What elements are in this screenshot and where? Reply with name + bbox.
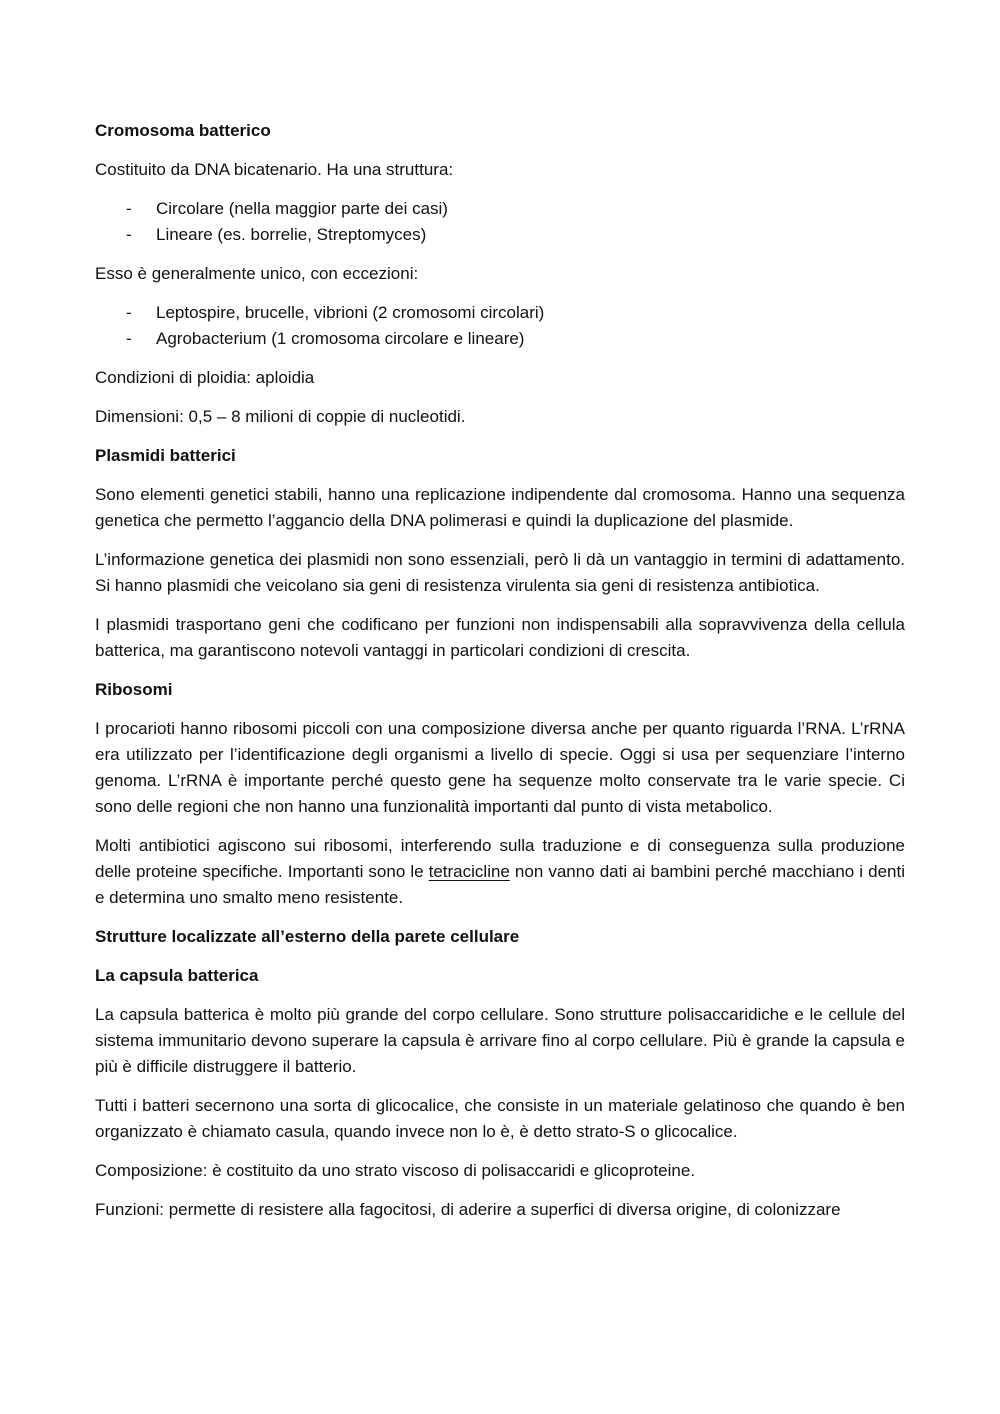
paragraph-text: Molti antibiotici agiscono sui ribosomi, interferendo sulla traduzione e di conseguenza sulla produzione delle proteine specifiche. Importanti sono le [95, 836, 905, 881]
dash-bullet: - [126, 225, 132, 244]
dash-bullet: - [126, 303, 132, 322]
list-item-text: Lineare (es. borrelie, Streptomyces) [156, 225, 427, 244]
list-item [95, 326, 905, 352]
heading-ribosomi: Ribosomi [95, 680, 173, 699]
heading-capsula-batterica: La capsula batterica [95, 966, 259, 985]
heading-plasmidi-batterici: Plasmidi batterici [95, 446, 236, 465]
dash-bullet: - [126, 199, 132, 218]
paragraph-composizione: Composizione: è costituito da uno strato viscoso di polisaccaridi e glicoproteine. [95, 1161, 696, 1180]
list-item-text: Circolare (nella maggior parte dei casi) [156, 199, 448, 218]
list-item-text: Agrobacterium (1 cromosoma circolare e lineare) [156, 329, 525, 348]
underlined-term-tetracicline: tetracicline [428, 862, 510, 881]
list-eccezioni [95, 300, 905, 352]
paragraph-ploidia: Condizioni di ploidia: aploidia [95, 368, 315, 387]
paragraph-ribosomi-1: I procarioti hanno ribosomi piccoli con una composizione diversa anche per quanto riguarda l’RNA. L’rRNA era utilizzato per l’identificazione degli organismi a livello di specie. Oggi si usa per sequenziare l’interno genoma. L’rRNA è importante perché questo gene ha sequenze molto conservate tra le varie specie. Ci sono delle regioni che non hanno una funzionalità importanti dal punto di vista metabolico. [95, 719, 905, 816]
list-struttura [95, 196, 905, 248]
document-page [95, 118, 905, 1236]
paragraph-dimensioni: Dimensioni: 0,5 – 8 milioni di coppie di nucleotidi. [95, 407, 466, 426]
heading-strutture-esterne: Strutture localizzate all’esterno della parete cellulare [95, 927, 520, 946]
list-item [95, 222, 905, 248]
paragraph-cromosoma-intro: Costituito da DNA bicatenario. Ha una struttura: [95, 160, 454, 179]
paragraph-ribosomi-2 [95, 833, 905, 911]
list-item-text: Leptospire, brucelle, vibrioni (2 cromosomi circolari) [156, 303, 545, 322]
paragraph-cromosoma-unico: Esso è generalmente unico, con eccezioni: [95, 264, 419, 283]
paragraph-funzioni: Funzioni: permette di resistere alla fagocitosi, di aderire a superfici di diversa origine, di colonizzare [95, 1200, 841, 1219]
paragraph-capsula-1: La capsula batterica è molto più grande del corpo cellulare. Sono strutture polisaccaridiche e le cellule del sistema immunitario devono superare la capsula è arrivare fino al corpo cellulare. Più è grande la capsula e più è difficile distruggere il batterio. [95, 1005, 905, 1076]
paragraph-text: non vanno dati ai bambini perché macchiano i denti e determina uno smalto meno resistente. [95, 862, 905, 907]
list-item [95, 300, 905, 326]
paragraph-plasmidi-2: L’informazione genetica dei plasmidi non sono essenziali, però li dà un vantaggio in termini di adattamento. Si hanno plasmidi che veicolano sia geni di resistenza virulenta sia geni di resistenza antibiotica. [95, 550, 905, 595]
heading-cromosoma-batterico: Cromosoma batterico [95, 121, 271, 140]
paragraph-plasmidi-3: I plasmidi trasportano geni che codificano per funzioni non indispensabili alla sopravvivenza della cellula batterica, ma garantiscono notevoli vantaggi in particolari condizioni di crescita. [95, 615, 905, 660]
list-item [95, 196, 905, 222]
dash-bullet: - [126, 329, 132, 348]
paragraph-plasmidi-1: Sono elementi genetici stabili, hanno una replicazione indipendente dal cromosoma. Hanno una sequenza genetica che permetto l’aggancio della DNA polimerasi e quindi la duplicazione del plasmide. [95, 485, 905, 530]
paragraph-capsula-2: Tutti i batteri secernono una sorta di glicocalice, che consiste in un materiale gelatinoso che quando è ben organizzato è chiamato casula, quando invece non lo è, è detto strato-S o glicocalice. [95, 1096, 905, 1141]
